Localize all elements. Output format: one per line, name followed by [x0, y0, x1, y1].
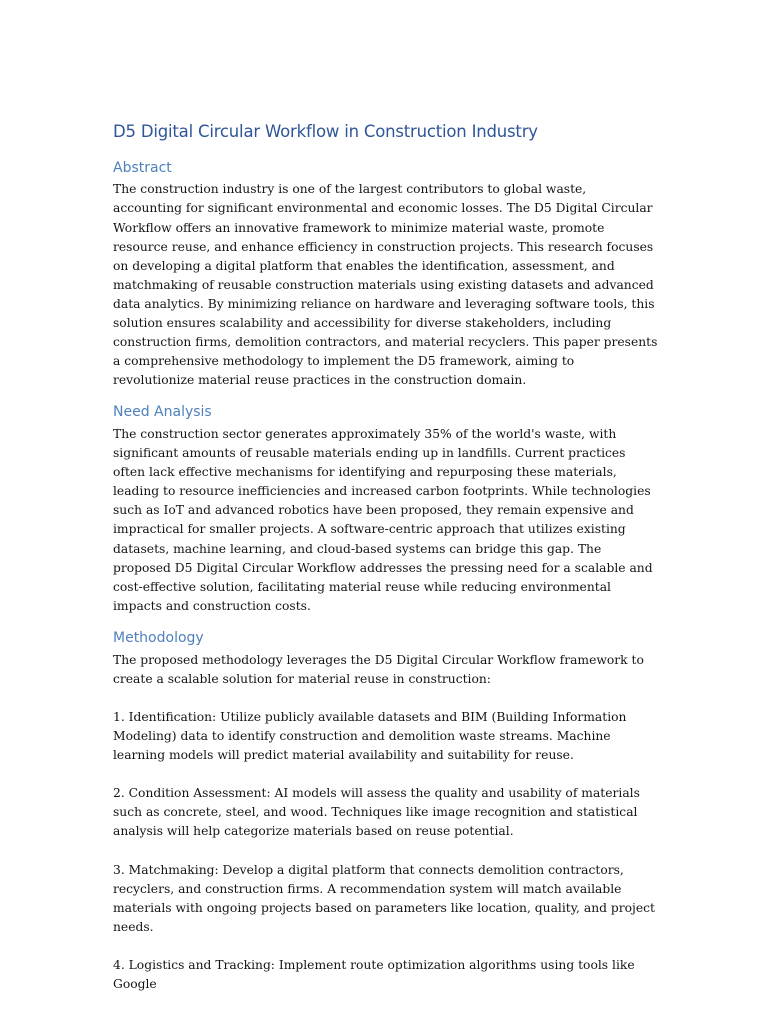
document-page	[113, 120, 658, 994]
methodology-step-matchmaking: 3. Matchmaking: Develop a digital platform that connects demolition contractors, recyclers, and construction firms. A recommendation system will match available materials with ongoing projects based on parameters like location, quality, and project needs.	[113, 862, 655, 934]
abstract-heading: Abstract	[113, 159, 172, 176]
abstract-paragraph: The construction industry is one of the largest contributors to global waste, accounting for significant environmental and economic losses. The D5 Digital Circular Workflow offers an innovative framework to minimize material waste, promote resource reuse, and enhance efficiency in construction projects. This research focuses on developing a digital platform that enables the identification, assessment, and matchmaking of reusable construction materials using existing datasets and advanced data analytics. By minimizing reliance on hardware and leveraging software tools, this solution ensures scalability and accessibility for diverse stakeholders, including construction firms, demolition contractors, and material recyclers. This paper presents a comprehensive methodology to implement the D5 framework, aiming to revolutionize material reuse practices in the construction domain.	[113, 182, 658, 388]
paragraph-spacer	[113, 765, 658, 784]
methodology-step-logistics: 4. Logistics and Tracking: Implement route optimization algorithms using tools like Google	[113, 958, 635, 992]
need-analysis-paragraph: The construction sector generates approximately 35% of the world's waste, with significant amounts of reusable materials ending up in landfills. Current practices often lack effective mechanisms for identifying and repurposing these materials, leading to resource inefficiencies and increased carbon footprints. While technologies such as IoT and advanced robotics have been proposed, they remain expensive and impractical for smaller projects. A software-centric approach that utilizes existing datasets, machine learning, and cloud-based systems can bridge this gap. The proposed D5 Digital Circular Workflow addresses the pressing need for a scalable and cost-effective solution, facilitating material reuse while reducing environmental impacts and construction costs.	[113, 426, 653, 613]
paragraph-spacer	[113, 937, 658, 956]
document-title: D5 Digital Circular Workflow in Construction Industry	[113, 122, 538, 141]
methodology-intro-paragraph: The proposed methodology leverages the D5 Digital Circular Workflow framework to create a scalable solution for material reuse in construction:	[113, 652, 644, 686]
paragraph-spacer	[113, 689, 658, 708]
methodology-step-identification: 1. Identification: Utilize publicly available datasets and BIM (Building Information Modeling) data to identify construction and demolition waste streams. Machine learning models will predict material availability and suitability for reuse.	[113, 709, 627, 762]
need-analysis-heading: Need Analysis	[113, 404, 212, 421]
methodology-step-condition-assessment: 2. Condition Assessment: AI models will assess the quality and usability of materials such as concrete, steel, and wood. Techniques like image recognition and statistical analysis will help categorize materials based on reuse potential.	[113, 786, 640, 839]
paragraph-spacer	[113, 841, 658, 860]
methodology-heading: Methodology	[113, 629, 204, 646]
